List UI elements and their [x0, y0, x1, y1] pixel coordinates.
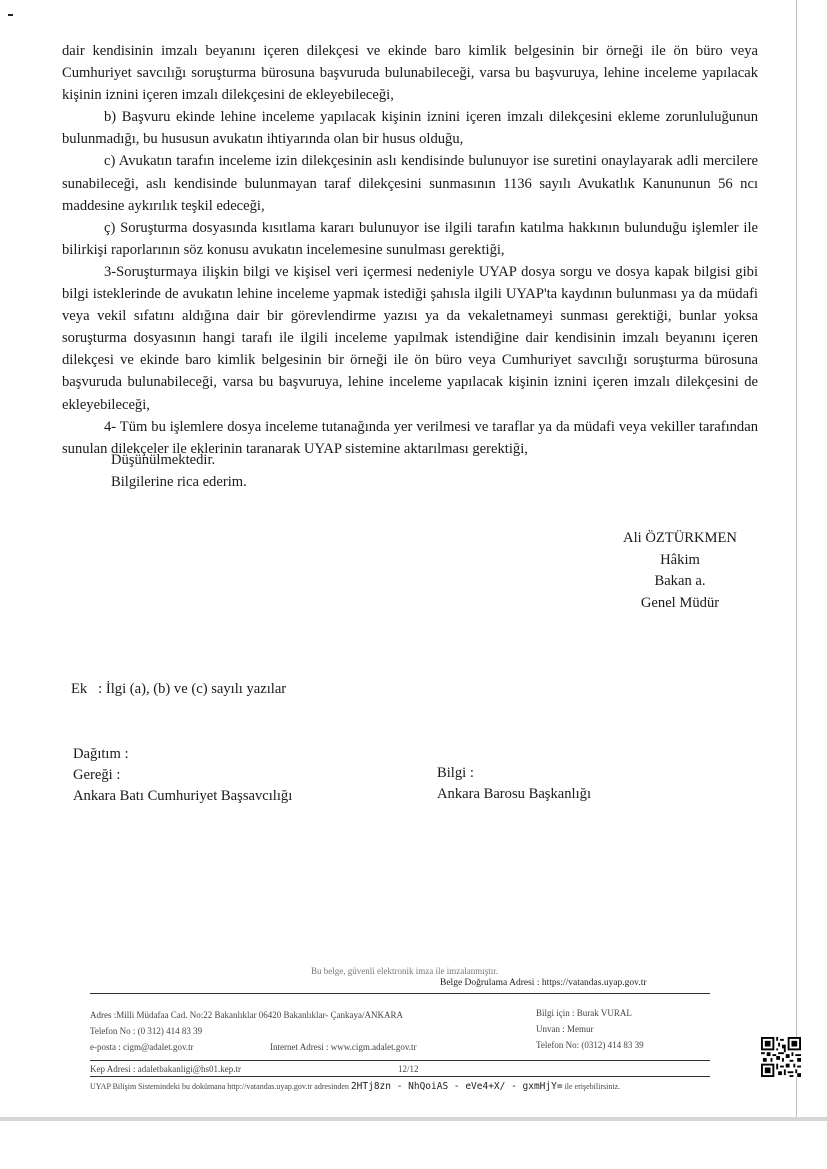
paragraph-continuation: dair kendisinin imzalı beyanını içeren dilekçesi ve ekinde baro kimlik belgesinin bir örneği ile ön büro veya Cumhuriyet savcılığı soruşturma bürosuna başvuruda bulunabileceği, varsa bu başvuruya, lehine inceleme yapılacak kişinin iznini içeren imzalı dilekçesini de ekleyebileceği, — [62, 43, 758, 104]
paragraph-4: 4- Tüm bu işlemlere dosya inceleme tutanağında yer verilmesi ve taraflar ya da müdafi veya vekiller tarafından sunulan dilekçeler ile eklerinin taranarak UYAP sistemine aktarılması gerektiği, — [62, 418, 758, 457]
closing-line-2: Bilgilerine rica ederim. — [111, 474, 247, 490]
uyap-code: 2HTj8zn - NhQoiAS - eVe4+X/ - gxmHjY= — [350, 1081, 563, 1092]
contact-phone: Telefon No: (0312) 414 83 39 — [536, 1040, 644, 1050]
footer-kep: Kep Adresi : adaletbakanligi@hs01.kep.tr — [90, 1064, 242, 1074]
footer-rule-bottom — [90, 1076, 710, 1077]
page-bottom-edge — [0, 1117, 827, 1121]
info-recipient: Ankara Barosu Başkanlığı — [437, 786, 592, 802]
qr-code-icon — [761, 1037, 801, 1077]
esign-note: Bu belge, güvenli elektronik imza ile imzalanmıştır. — [311, 966, 498, 976]
footer-phone: Telefon No : (0 312) 414 83 39 — [90, 1026, 203, 1036]
uyap-access-line — [90, 1081, 620, 1092]
attachment-line — [71, 681, 286, 698]
footer-email: e-posta : cigm@adalet.gov.tr — [90, 1042, 194, 1052]
footer-web: Internet Adresi : www.cigm.adalet.gov.tr — [270, 1042, 417, 1052]
paragraph-3: 3-Soruşturmaya ilişkin bilgi ve kişisel veri içermesi nedeniyle UYAP dosya sorgu ve dosya kapak bilgisi gibi bilgi isteklerinde de avukatın lehine inceleme yapmak istediği şahısla ilgili UYAP'ta kaydının bulunması ya da müdafi veya vekil sıfatını aldığına dair bir görevlendirme yazısı ya da vekaletnameyi sunması gerektiği, bunlar yoksa soruşturma dosyasının hangi tarafı ile ilgili inceleme yapılmak istendiğine dair kendisinin imzalı beyanını içeren dilekçesi ve ekinde baro kimlik belgesinin bir örneği ile ön büro veya Cumhuriyet savcılığı soruşturma bürosuna başvuruda bulunabileceği, varsa bu başvuruya, lehine inceleme yapılacak kişinin iznini içeren imzalı dilekçesini de ekleyebileceği, — [62, 263, 758, 413]
paragraph-b: b) Başvuru ekinde lehine inceleme yapılacak kişinin iznini içeren imzalı dilekçesini ekleme zorunluluğunun bulunmadığı, bu hususun avukatın ihtiyarında olan bir husus olduğu, — [62, 109, 758, 148]
info-label: Bilgi : — [437, 765, 474, 781]
contact-title: Unvan : Memur — [536, 1024, 594, 1034]
footer-rule-top — [90, 993, 710, 994]
letter-body — [62, 40, 758, 460]
paragraph-c: c) Avukatın tarafın inceleme izin dilekçesinin aslı kendisinde bulunuyor ise suretini onaylayarak adli mercilere sunabileceği, aslı kendisinde bulunmayan taraf dilekçesini sunmasının 1136 sayılı Avukatlık Kanununun 56 ncı maddesine aykırılık teşkil edeceği, — [62, 153, 758, 214]
signatory-capacity: Bakan a. — [654, 573, 706, 589]
contact-person: Bilgi için : Burak VURAL — [536, 1008, 632, 1018]
distribution-label: Dağıtım : — [73, 746, 129, 762]
closing-line-1: Düşünülmektedir. — [111, 452, 216, 468]
footer-rule-mid — [90, 1060, 710, 1061]
footer-address: Adres :Milli Müdafaa Cad. No:22 Bakanlıklar 06420 Bakanlıklar- Çankaya/ANKARA — [90, 1010, 404, 1020]
signatory-position: Genel Müdür — [640, 594, 720, 611]
page-edge-right — [796, 0, 797, 1117]
paragraph-cc: ç) Soruşturma dosyasında kısıtlama kararı bulunuyor ise ilgili tarafın katılma hakkının bulunduğu işlemler ile bilirkişi raporlarının söz konusu avukatın incelemesine sunulması gerektiği, — [62, 219, 758, 258]
scan-mark — [8, 14, 13, 16]
signatory-title: Hâkim — [660, 551, 700, 568]
signature-block — [600, 528, 760, 614]
uyap-suffix: ile erişebilirsiniz. — [564, 1082, 621, 1091]
uyap-prefix: UYAP Bilişim Sistemindeki bu dokümana http://vatandas.uyap.gov.tr adresinden — [90, 1082, 349, 1091]
page-number: 12/12 — [398, 1064, 419, 1074]
verification-address: Belge Doğrulama Adresi : https://vatandas.uyap.gov.tr — [440, 978, 647, 988]
signatory-name: Ali ÖZTÜRKMEN — [623, 530, 737, 546]
attachment-text: Ek : İlgi (a), (b) ve (c) sayılı yazılar — [71, 681, 287, 697]
action-recipient: Ankara Batı Cumhuriyet Başsavcılığı — [73, 788, 293, 804]
action-label: Gereği : — [73, 767, 121, 783]
